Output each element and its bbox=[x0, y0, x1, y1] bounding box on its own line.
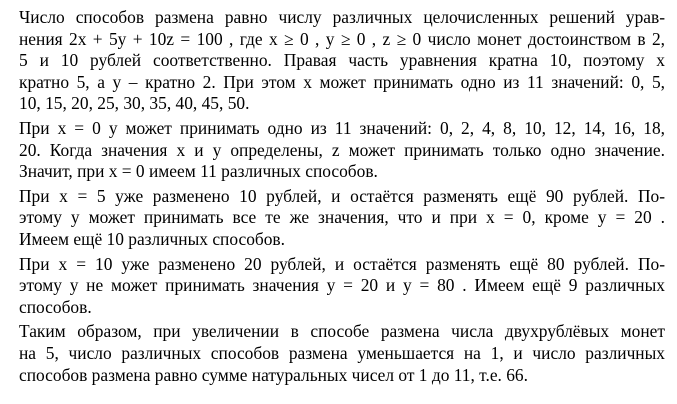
text-line: этому y не может принимать значения y = 20 и y = 80 . Имеем ещё 9 различных bbox=[19, 275, 665, 296]
paragraph-conclusion bbox=[19, 321, 665, 386]
paragraph-x-0 bbox=[19, 118, 665, 183]
text-line: нения 2x + 5y + 10z = 100 , где x ≥ 0 , y ≥ 0 , z ≥ 0 число монет достоинством в 2, bbox=[19, 28, 665, 49]
text-line: При x = 10 уже разменено 20 рублей, и остаётся разменять ещё 80 рублей. По- bbox=[19, 253, 665, 274]
paragraph-intro bbox=[19, 7, 665, 115]
text-line: Таким образом, при увеличении в способе размена числа двухрублёвых монет bbox=[19, 321, 665, 342]
text-line: При x = 0 y может принимать одно из 11 значений: 0, 2, 4, 8, 10, 12, 14, 16, 18, bbox=[19, 117, 665, 138]
paragraph-x-10 bbox=[19, 254, 665, 319]
text-line: Значит, при x = 0 имеем 11 различных способов. bbox=[19, 161, 378, 182]
text-line: 5 и 10 рублей соответственно. Правая часть уравнения кратна 10, поэтому x bbox=[19, 50, 665, 71]
text-line: способов. bbox=[19, 296, 92, 317]
text-line: этому y может принимать все те же значения, что и при x = 0, кроме y = 20 . bbox=[19, 207, 665, 228]
paragraph-x-5 bbox=[19, 186, 665, 251]
text-line: на 5, число различных способов размена уменьшается на 1, и число различных bbox=[19, 342, 665, 363]
text-line: кратно 5, а y – кратно 2. При этом x может принимать одно из 11 значений: 0, 5, bbox=[19, 71, 665, 92]
text-line: 10, 15, 20, 25, 30, 35, 40, 45, 50. bbox=[19, 93, 250, 114]
solution-text bbox=[19, 7, 665, 386]
text-line: 20. Когда значения x и y определены, z может принимать только одно значение. bbox=[19, 139, 665, 160]
text-line: способов размена равно сумме натуральных чисел от 1 до 11, т.е. 66. bbox=[19, 364, 528, 385]
text-line: Имеем ещё 10 различных способов. bbox=[19, 228, 285, 249]
text-line: При x = 5 уже разменено 10 рублей, и остаётся разменять ещё 90 рублей. По- bbox=[19, 185, 665, 206]
text-line: Число способов размена равно числу различных целочисленных решений урав- bbox=[19, 7, 665, 27]
